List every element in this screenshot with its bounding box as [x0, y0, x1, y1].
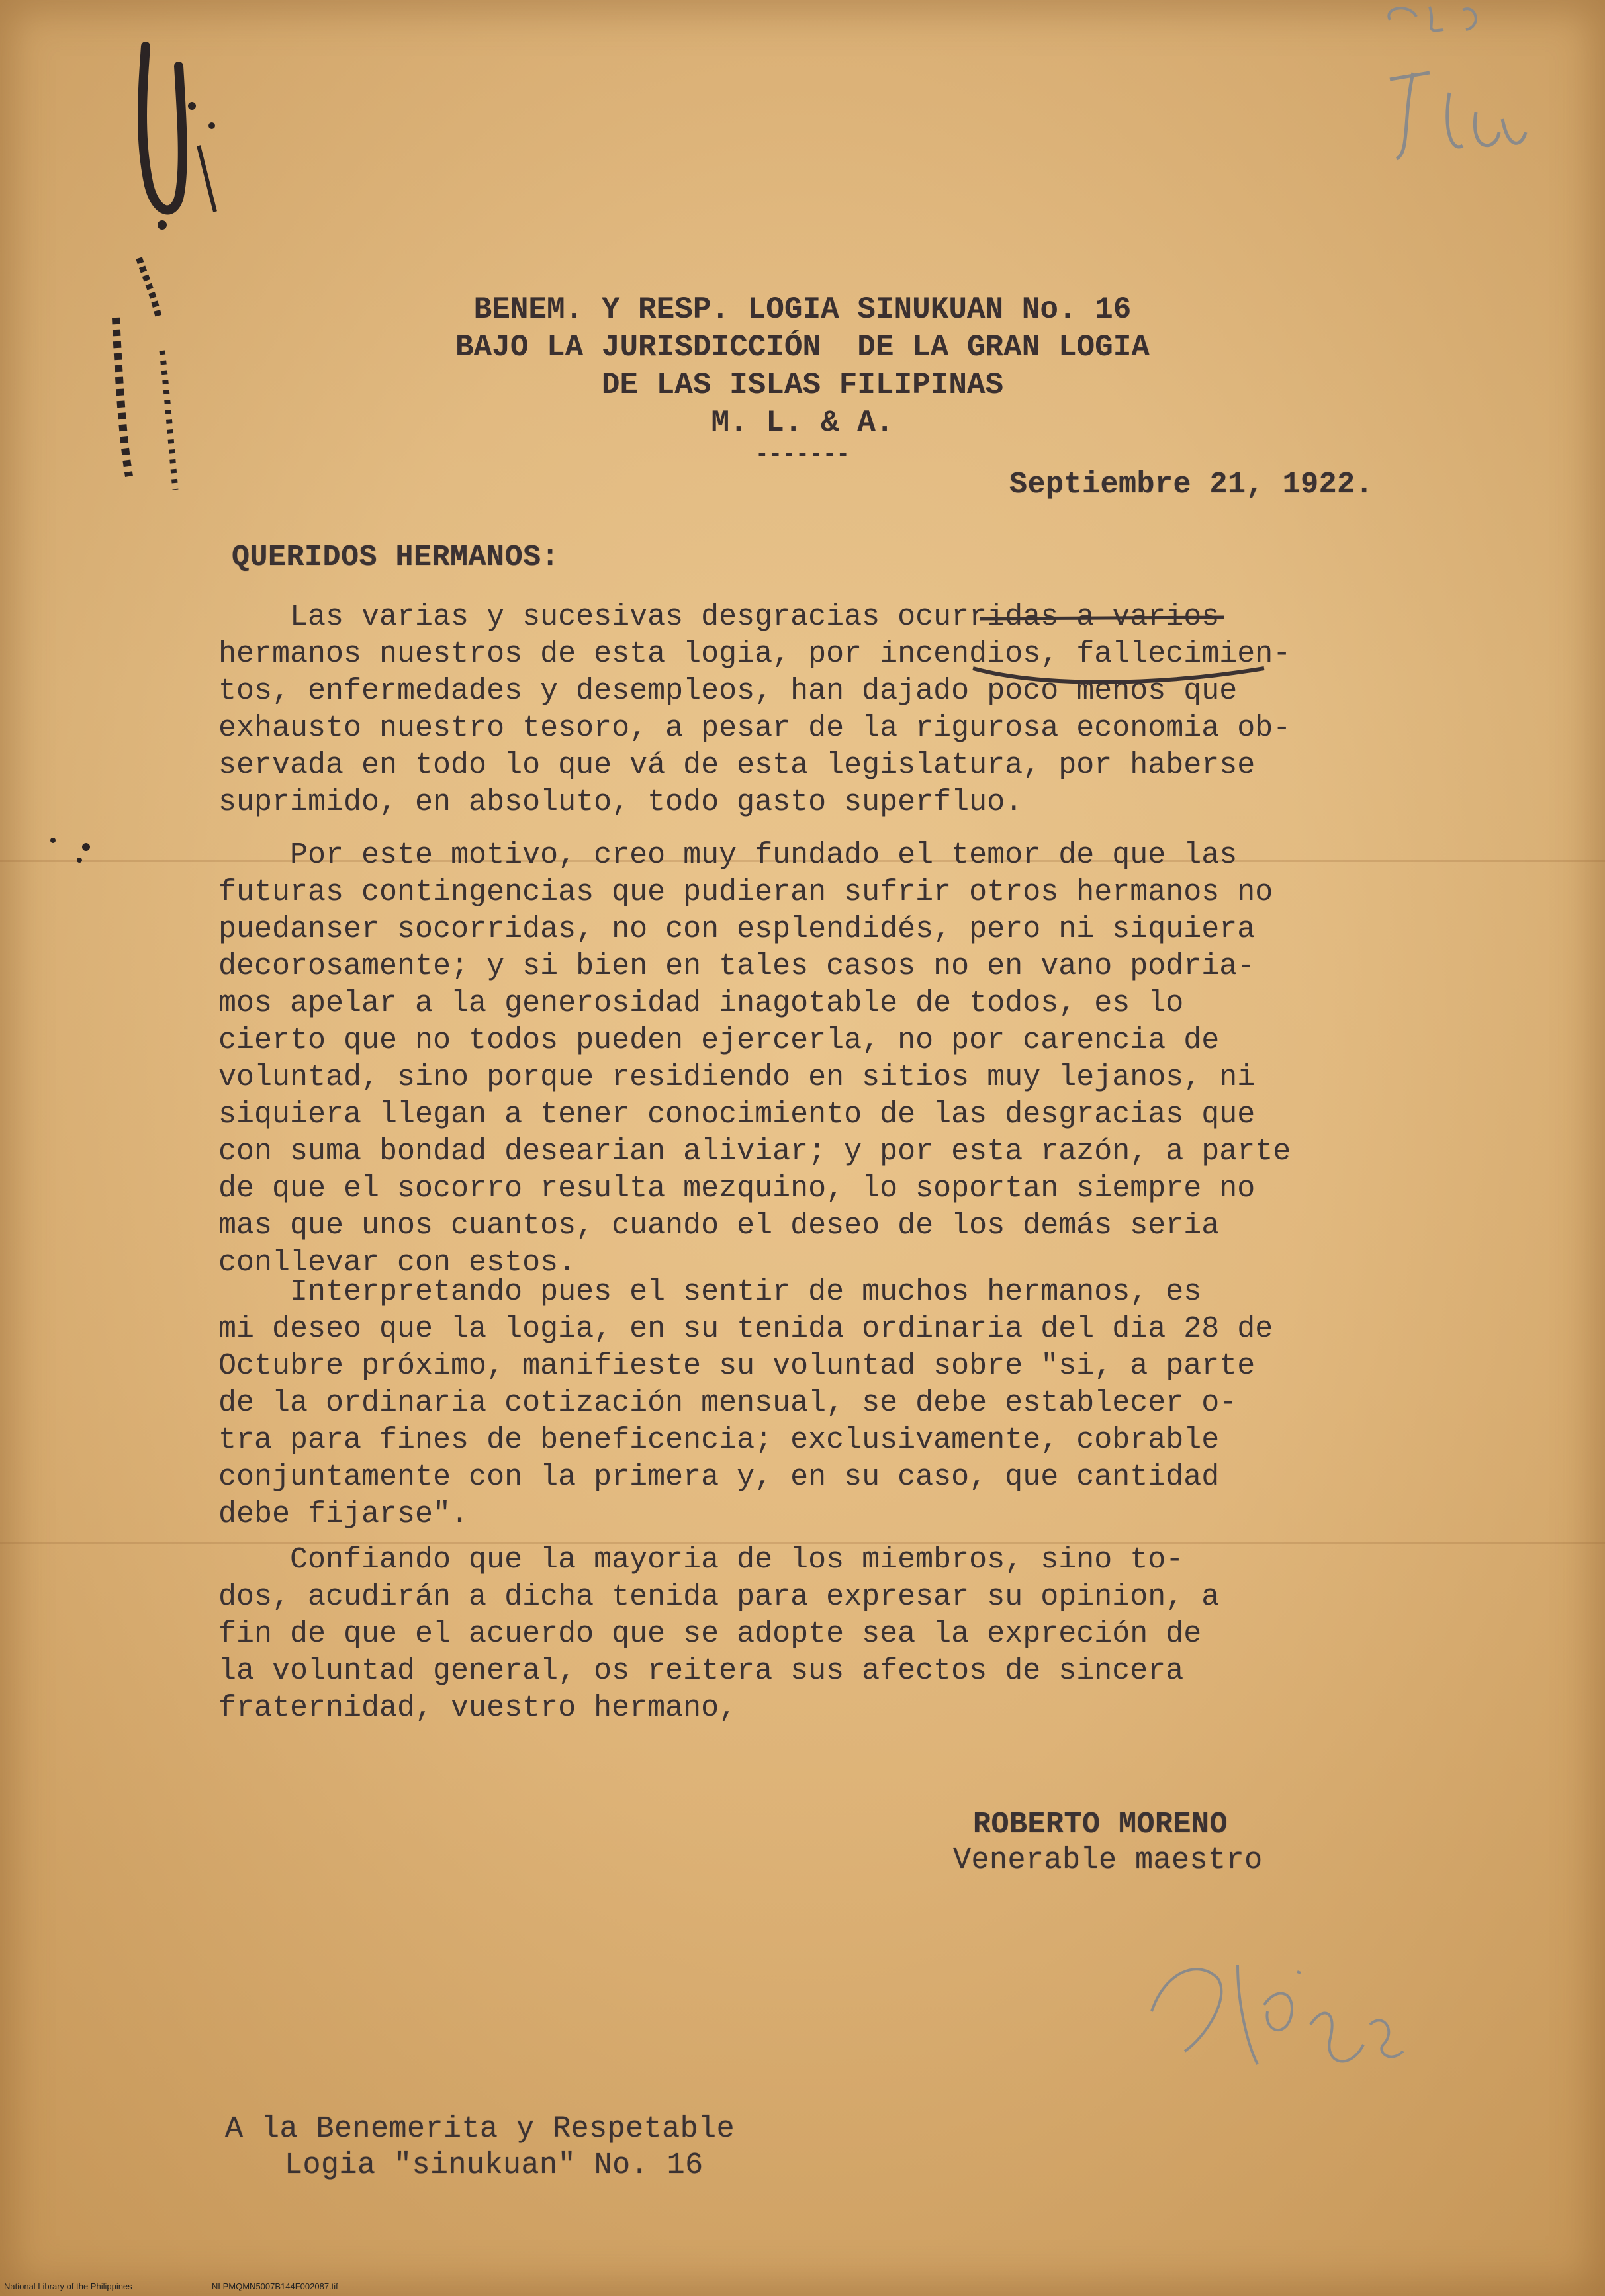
pencil-initials	[1138, 1932, 1443, 2104]
paragraph-2-line: conllevar con estos.	[218, 1246, 576, 1280]
paragraph-2-line: con suma bondad desearian aliviar; y por esta razón, a parte	[218, 1135, 1291, 1169]
paragraph-3-line: tra para fines de beneficencia; exclusivamente, cobrable	[218, 1423, 1220, 1457]
paragraph-1-line: hermanos nuestros de esta logia, por incendios, fallecimien-	[218, 637, 1291, 671]
paragraph-2-line: decorosamente; y si bien en tales casos no en vano podria-	[218, 949, 1256, 983]
paragraph-2-line: futuras contingencias que pudieran sufrir otros hermanos no	[218, 875, 1273, 909]
ink-dots	[40, 827, 106, 880]
jurisdiction-line: BAJO LA JURISDICCIÓN DE LA GRAN LOGIA	[455, 330, 1150, 365]
paragraph-4-line: Confiando que la mayoria de los miembros, sino to-	[218, 1543, 1184, 1577]
signatory-title: Venerable maestro	[953, 1843, 1263, 1877]
motto-line: M. L. & A.	[711, 406, 894, 440]
paragraph-2-line: voluntad, sino porque residiendo en sitios muy lejanos, ni	[218, 1061, 1256, 1094]
paragraph-4-line: fraternidad, vuestro hermano,	[218, 1691, 737, 1725]
paragraph-2-line: siquiera llegan a tener conocimiento de las desgracias que	[218, 1098, 1256, 1131]
paragraph-2-line: mas que unos cuantos, cuando el deseo de los demás seria	[218, 1209, 1220, 1243]
islands-line: DE LAS ISLAS FILIPINAS	[601, 368, 1004, 402]
paragraph-2-line: Por este motivo, creo muy fundado el temor de que las	[218, 838, 1238, 872]
paragraph-3-line: Interpretando pues el sentir de muchos hermanos, es	[218, 1275, 1202, 1309]
salutation: QUERIDOS HERMANOS:	[232, 541, 560, 574]
paragraph-3-line: Octubre próximo, manifieste su voluntad sobre "si, a parte	[218, 1349, 1256, 1383]
header-divider: -------	[755, 443, 850, 468]
paragraph-3-line: conjuntamente con la primera y, en su caso, que cantidad	[218, 1460, 1220, 1494]
paragraph-1-line: suprimido, en absoluto, todo gasto superfluo.	[218, 785, 1023, 819]
paragraph-3-line: mi deseo que la logia, en su tenida ordinaria del dia 28 de	[218, 1312, 1273, 1346]
paragraph-2-line: puedanser socorridas, no con esplendidés, pero ni siquiera	[218, 912, 1256, 946]
addressee-line: Logia "sinukuan" No. 16	[285, 2148, 704, 2182]
paragraph-3-line: de la ordinaria cotización mensual, se debe establecer o-	[218, 1386, 1238, 1420]
paragraph-1-line: tos, enfermedades y desempleos, han dajado poco menos que	[218, 674, 1238, 708]
lodge-name-line: BENEM. Y RESP. LOGIA SINUKUAN No. 16	[473, 292, 1132, 327]
paragraph-3-line: debe fijarse".	[218, 1497, 469, 1531]
paragraph-4-line: fin de que el acuerdo que se adopte sea la expreción de	[218, 1617, 1202, 1651]
pencil-filing-note	[1350, 0, 1549, 172]
paragraph-1-line: exhausto nuestro tesoro, a pesar de la rigurosa economia ob-	[218, 711, 1291, 745]
paragraph-4-line: dos, acudirán a dicha tenida para expresar su opinion, a	[218, 1580, 1220, 1614]
paragraph-1-line: Las varias y sucesivas desgracias ocurridas a varios	[218, 600, 1220, 634]
paragraph-2-line: cierto que no todos pueden ejercerla, no por carencia de	[218, 1024, 1220, 1057]
library-label: National Library of the Philippines	[4, 2281, 132, 2291]
addressee-line: A la Benemerita y Respetable	[225, 2112, 735, 2146]
scan-filename: NLPMQMN5007B144F002087.tif	[212, 2281, 338, 2291]
paragraph-2-line: de que el socorro resulta mezquino, lo soportan siempre no	[218, 1172, 1256, 1206]
paragraph-4-line: la voluntad general, os reitera sus afectos de sincera	[218, 1654, 1184, 1688]
letter-date: Septiembre 21, 1922.	[1009, 468, 1374, 502]
paragraph-1-line: servada en todo lo que vá de esta legislatura, por haberse	[218, 748, 1256, 782]
signatory-name: ROBERTO MORENO	[973, 1808, 1228, 1841]
paragraph-2-line: mos apelar a la generosidad inagotable de todos, es lo	[218, 987, 1184, 1020]
